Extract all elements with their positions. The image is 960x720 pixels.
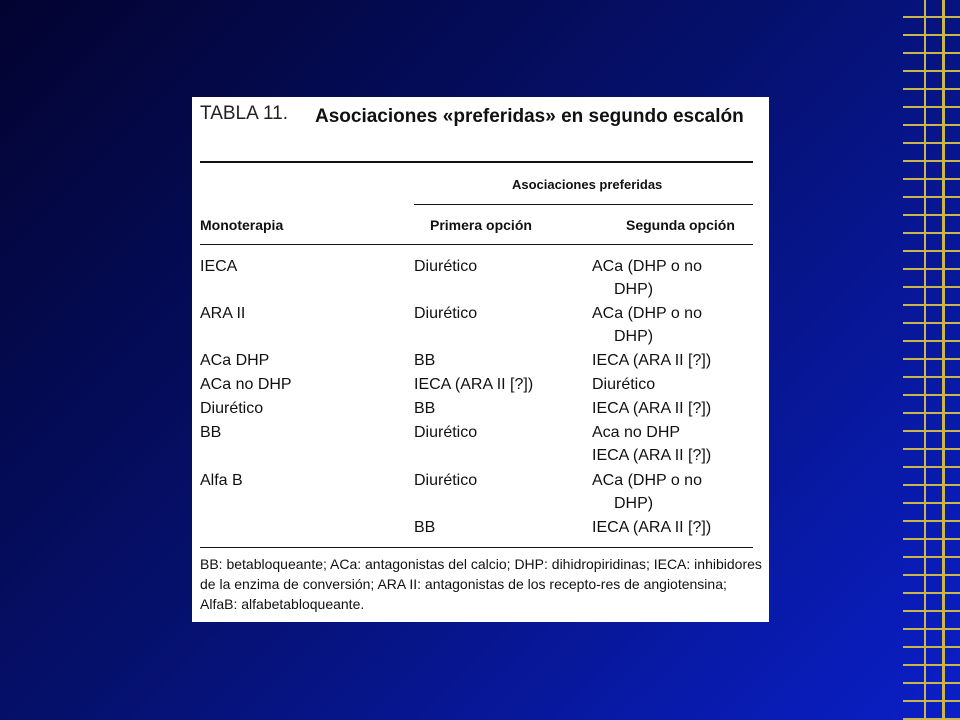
cell-primera: Diurético bbox=[414, 305, 478, 322]
cell-segunda bbox=[592, 302, 702, 348]
cell-primera: Diurético bbox=[414, 258, 478, 275]
cell-segunda-line1: Aca no DHP bbox=[592, 424, 681, 441]
cell-primera: Diurético bbox=[414, 472, 478, 489]
cell-segunda: IECA (ARA II [?]) bbox=[592, 519, 712, 536]
cell-mono: Diurético bbox=[200, 400, 264, 417]
cell-mono: BB bbox=[200, 424, 222, 441]
cell-mono: ACa DHP bbox=[200, 352, 270, 369]
header-bottom-rule bbox=[200, 244, 753, 245]
cell-primera: BB bbox=[414, 519, 436, 536]
cell-segunda-line2: DHP) bbox=[614, 281, 654, 298]
header-monoterapia: Monoterapia bbox=[200, 217, 284, 233]
cell-mono: Alfa B bbox=[200, 472, 243, 489]
body-bottom-rule bbox=[200, 547, 753, 548]
cell-segunda-line1: ACa (DHP o no bbox=[592, 472, 702, 489]
cell-segunda: IECA (ARA II [?]) bbox=[592, 400, 712, 417]
header-segunda-opcion: Segunda opción bbox=[626, 217, 735, 233]
cell-mono: ARA II bbox=[200, 305, 246, 322]
top-rule bbox=[200, 161, 753, 163]
table-footnote: BB: betabloqueante; ACa: antagonistas del calcio; DHP: dihidropiridinas; IECA: inhibidores de la enzima de conversión; ARA II: antagonistas de los recepto-res de angiotensina; AlfaB: alfabetabloqueante. bbox=[200, 556, 762, 612]
cell-primera: BB bbox=[414, 400, 436, 417]
cell-segunda-line1: ACa (DHP o no bbox=[592, 305, 702, 322]
cell-segunda-line2: DHP) bbox=[614, 495, 654, 512]
cell-segunda-line2: IECA (ARA II [?]) bbox=[592, 447, 712, 464]
grid-horizontal-lines bbox=[903, 0, 960, 720]
cell-mono: IECA bbox=[200, 258, 238, 275]
table-document bbox=[192, 97, 769, 622]
table-label: TABLA 11. bbox=[200, 103, 289, 124]
cell-primera: BB bbox=[414, 352, 436, 369]
table-title: Asociaciones «preferidas» en segundo escalón bbox=[315, 106, 744, 127]
cell-segunda bbox=[592, 469, 702, 515]
cell-primera: IECA (ARA II [?]) bbox=[414, 376, 534, 393]
cell-primera: Diurético bbox=[414, 424, 478, 441]
cell-segunda: IECA (ARA II [?]) bbox=[592, 352, 712, 369]
cell-segunda: Diurético bbox=[592, 376, 656, 393]
grid-vertical-line-2 bbox=[943, 0, 945, 720]
header-primera-opcion: Primera opción bbox=[430, 217, 532, 233]
cell-segunda-line1: ACa (DHP o no bbox=[592, 258, 702, 275]
group-header-rule bbox=[414, 204, 753, 205]
cell-mono: ACa no DHP bbox=[200, 376, 292, 393]
cell-segunda bbox=[592, 255, 702, 301]
decorative-grid-strip bbox=[903, 0, 960, 720]
cell-segunda bbox=[592, 421, 711, 467]
group-header: Asociaciones preferidas bbox=[512, 177, 663, 192]
cell-segunda-line2: DHP) bbox=[614, 328, 654, 345]
grid-vertical-line-1 bbox=[924, 0, 926, 720]
